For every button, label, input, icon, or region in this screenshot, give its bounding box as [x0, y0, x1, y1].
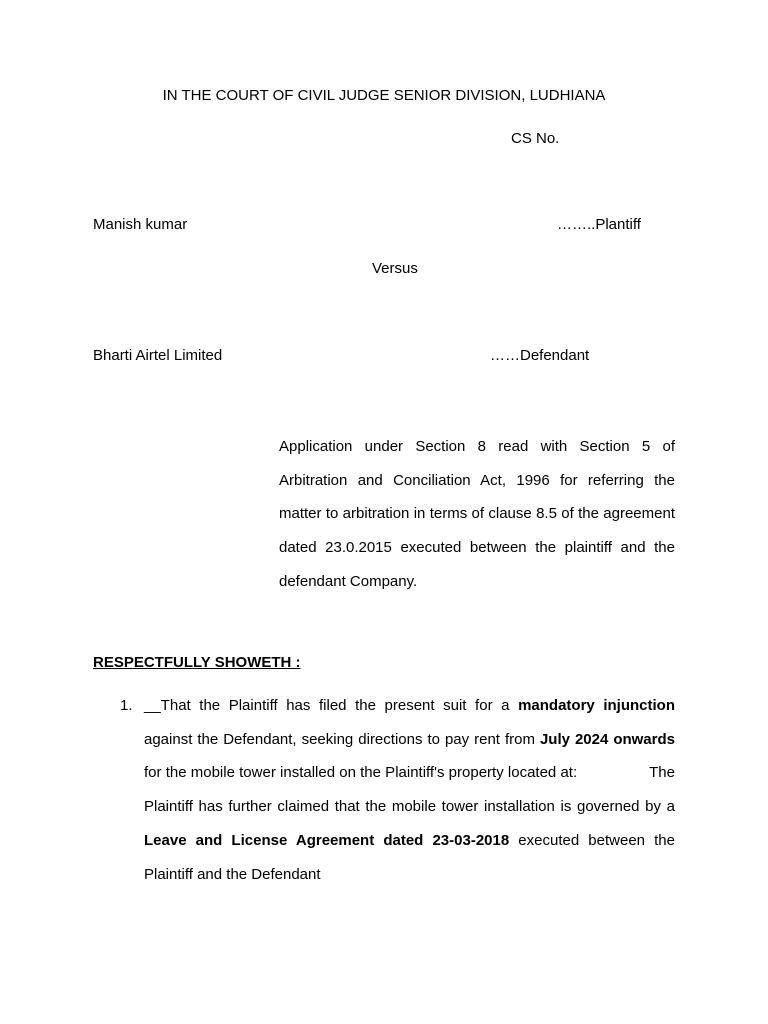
paragraph-1 — [144, 689, 675, 891]
application-description: Application under Section 8 read with Section 5 of Arbitration and Conciliation Act, 1996 for referring the matter to arbitration in terms of clause 8.5 of the agreement dated 23.0.2015 executed between the plaintiff and the defendant Company. — [279, 438, 675, 590]
paragraph-1-text-3: for the mobile tower installed on the Plaintiff's property located at: — [144, 764, 578, 782]
paragraph-1-bold-1: mandatory injunction — [518, 697, 675, 714]
defendant-name: Bharti Airtel Limited — [93, 347, 223, 364]
paragraph-1-bold-3: Leave and License Agreement dated 23-03-2018 — [144, 831, 510, 849]
plaintiff-name: Manish kumar — [93, 216, 188, 233]
paragraph-1-text-4: The Plaintiff has further claimed that the mobile tower installation is governed by a — [144, 764, 675, 816]
defendant-role: ……Defendant — [490, 347, 590, 364]
paragraph-1-text-2: against the Defendant, seeking directions to pay rent from — [144, 730, 540, 748]
paragraph-number: 1. — [120, 697, 133, 714]
court-title: IN THE COURT OF CIVIL JUDGE SENIOR DIVISION, LUDHIANA — [162, 87, 606, 104]
versus-label: Versus — [372, 260, 418, 277]
paragraph-1-text-1: __That the Plaintiff has filed the present suit for a — [144, 697, 519, 714]
plaintiff-role: ……..Plantiff — [557, 216, 641, 233]
case-number-label: CS No. — [511, 130, 560, 147]
paragraph-1-text-5: executed between the Plaintiff and the Defendant — [144, 831, 675, 883]
paragraph-1-bold-2: July 2024 onwards — [539, 730, 675, 748]
section-heading: RESPECTFULLY SHOWETH : — [93, 654, 301, 671]
